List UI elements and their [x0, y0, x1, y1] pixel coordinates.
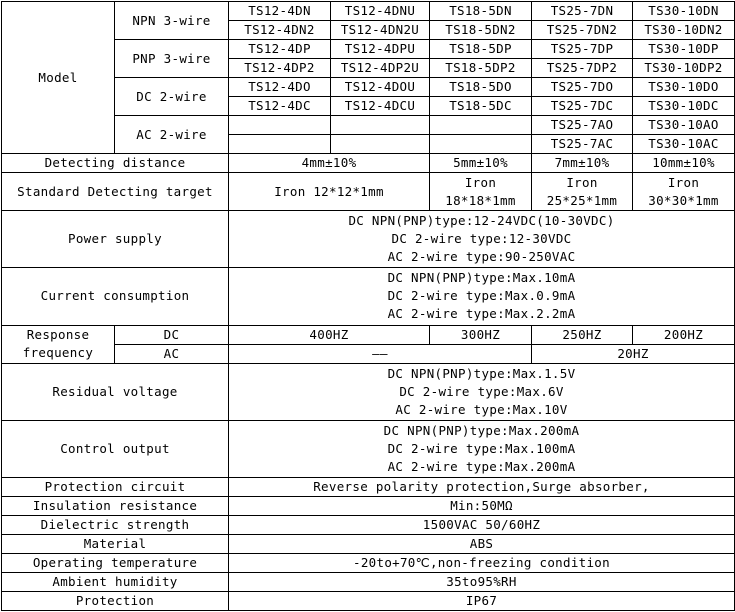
response-dc-value: 300HZ — [430, 325, 532, 344]
response-ac-value: —— — [229, 344, 532, 363]
ambient-humidity-label: Ambient humidity — [2, 572, 229, 591]
power-supply-line: DC 2-wire type:12-30VDC — [391, 231, 572, 247]
model-cell: TS30-10DN2 — [633, 21, 735, 40]
detecting-target-label: Standard Detecting target — [2, 173, 229, 211]
current-consumption-line: DC NPN(PNP)type:Max.10mA — [387, 270, 576, 286]
model-cell: TS25-7DP2 — [532, 59, 633, 78]
model-cell: TS25-7AC — [532, 135, 633, 154]
model-cell: TS18-5DP — [430, 40, 532, 59]
residual-voltage-line: DC NPN(PNP)type:Max.1.5V — [387, 365, 576, 381]
model-cell: TS12-4DCU — [331, 97, 430, 116]
material-label: Material — [2, 534, 229, 553]
residual-voltage-line: DC 2-wire type:Max.6V — [399, 383, 564, 399]
response-ac-label: AC — [115, 344, 229, 363]
model-cell: TS25-7DO — [532, 78, 633, 97]
dielectric-strength-value: 1500VAC 50/60HZ — [229, 515, 735, 534]
current-consumption-line: DC 2-wire type:Max.0.9mA — [387, 288, 576, 304]
control-output-label: Control output — [2, 420, 229, 477]
response-label-b: frequency — [22, 345, 94, 361]
model-label: Model — [2, 2, 115, 154]
target-size: 25*25*1mm — [546, 192, 618, 208]
response-dc-value: 400HZ — [229, 325, 430, 344]
model-cell: TS25-7AO — [532, 116, 633, 135]
control-output-line: DC 2-wire type:Max.100mA — [387, 440, 576, 456]
dielectric-strength-label: Dielectric strength — [2, 515, 229, 534]
model-cell — [430, 135, 532, 154]
protection-label: Protection — [2, 591, 229, 610]
group-dc2-label: DC 2-wire — [115, 78, 229, 116]
control-output-line: AC 2-wire type:Max.200mA — [387, 458, 576, 474]
response-dc-label: DC — [115, 325, 229, 344]
model-cell: TS12-4DP — [229, 40, 331, 59]
detecting-distance-value: 7mm±10% — [532, 154, 633, 173]
ambient-humidity-value: 35to95%RH — [229, 572, 735, 591]
model-cell: TS18-5DP2 — [430, 59, 532, 78]
power-supply-value — [229, 211, 735, 268]
power-supply-line: DC NPN(PNP)type:12-24VDC(10-30VDC) — [348, 213, 615, 229]
response-dc-value: 200HZ — [633, 325, 735, 344]
current-consumption-label: Current consumption — [2, 268, 229, 325]
insulation-resistance-value: Min:50MΩ — [229, 496, 735, 515]
current-consumption-line: AC 2-wire type:Max.2.2mA — [387, 306, 576, 322]
model-cell: TS25-7DN — [532, 2, 633, 21]
model-cell: TS25-7DC — [532, 97, 633, 116]
target-material: Iron — [464, 174, 497, 190]
model-cell — [331, 116, 430, 135]
model-cell: TS12-4DN2 — [229, 21, 331, 40]
response-frequency-label — [2, 325, 115, 363]
detecting-distance-value: 4mm±10% — [229, 154, 430, 173]
control-output-value — [229, 420, 735, 477]
model-cell: TS30-10DP — [633, 40, 735, 59]
protection-circuit-value: Reverse polarity protection,Surge absorber, — [229, 477, 735, 496]
insulation-resistance-label: Insulation resistance — [2, 496, 229, 515]
response-ac-value: 20HZ — [532, 344, 735, 363]
model-cell — [430, 116, 532, 135]
group-ac2-label: AC 2-wire — [115, 116, 229, 154]
protection-value: IP67 — [229, 591, 735, 610]
model-cell: TS18-5DO — [430, 78, 532, 97]
model-cell: TS12-4DP2 — [229, 59, 331, 78]
model-cell: TS12-4DO — [229, 78, 331, 97]
detecting-target-value — [532, 173, 633, 211]
model-cell: TS25-7DN2 — [532, 21, 633, 40]
model-cell: TS30-10AO — [633, 116, 735, 135]
model-cell: TS12-4DP2U — [331, 59, 430, 78]
detecting-distance-label: Detecting distance — [2, 154, 229, 173]
model-cell — [229, 116, 331, 135]
detecting-target-value — [430, 173, 532, 211]
model-cell: TS12-4DPU — [331, 40, 430, 59]
detecting-distance-value: 10mm±10% — [633, 154, 735, 173]
protection-circuit-label: Protection circuit — [2, 477, 229, 496]
model-cell: TS18-5DN2 — [430, 21, 532, 40]
model-cell: TS12-4DN — [229, 2, 331, 21]
current-consumption-value — [229, 268, 735, 325]
group-pnp-label: PNP 3-wire — [115, 40, 229, 78]
residual-voltage-value — [229, 363, 735, 420]
model-cell: TS12-4DC — [229, 97, 331, 116]
model-cell: TS12-4DN2U — [331, 21, 430, 40]
detecting-target-value — [633, 173, 735, 211]
spec-table — [1, 1, 735, 611]
model-cell: TS12-4DOU — [331, 78, 430, 97]
target-size: 18*18*1mm — [445, 192, 516, 208]
power-supply-line: AC 2-wire type:90-250VAC — [387, 249, 576, 265]
power-supply-label: Power supply — [2, 211, 229, 268]
operating-temperature-label: Operating temperature — [2, 553, 229, 572]
group-npn-label: NPN 3-wire — [115, 2, 229, 40]
model-cell: TS30-10AC — [633, 135, 735, 154]
response-label-a: Response — [26, 327, 90, 343]
model-cell: TS18-5DC — [430, 97, 532, 116]
model-cell: TS30-10DC — [633, 97, 735, 116]
target-material: Iron — [667, 174, 700, 190]
residual-voltage-line: AC 2-wire type:Max.10V — [395, 401, 568, 417]
material-value: ABS — [229, 534, 735, 553]
model-cell: TS30-10DP2 — [633, 59, 735, 78]
operating-temperature-value: -20to+70℃,non-freezing condition — [229, 553, 735, 572]
model-cell: TS12-4DNU — [331, 2, 430, 21]
residual-voltage-label: Residual voltage — [2, 363, 229, 420]
target-size: 30*30*1mm — [648, 192, 719, 208]
target-material: Iron — [566, 174, 598, 190]
control-output-line: DC NPN(PNP)type:Max.200mA — [383, 422, 580, 438]
detecting-distance-value: 5mm±10% — [430, 154, 532, 173]
model-cell — [331, 135, 430, 154]
model-cell: TS30-10DN — [633, 2, 735, 21]
model-cell: TS25-7DP — [532, 40, 633, 59]
model-cell: TS18-5DN — [430, 2, 532, 21]
response-dc-value: 250HZ — [532, 325, 633, 344]
detecting-target-value: Iron 12*12*1mm — [229, 173, 430, 211]
model-cell: TS30-10DO — [633, 78, 735, 97]
model-cell — [229, 135, 331, 154]
